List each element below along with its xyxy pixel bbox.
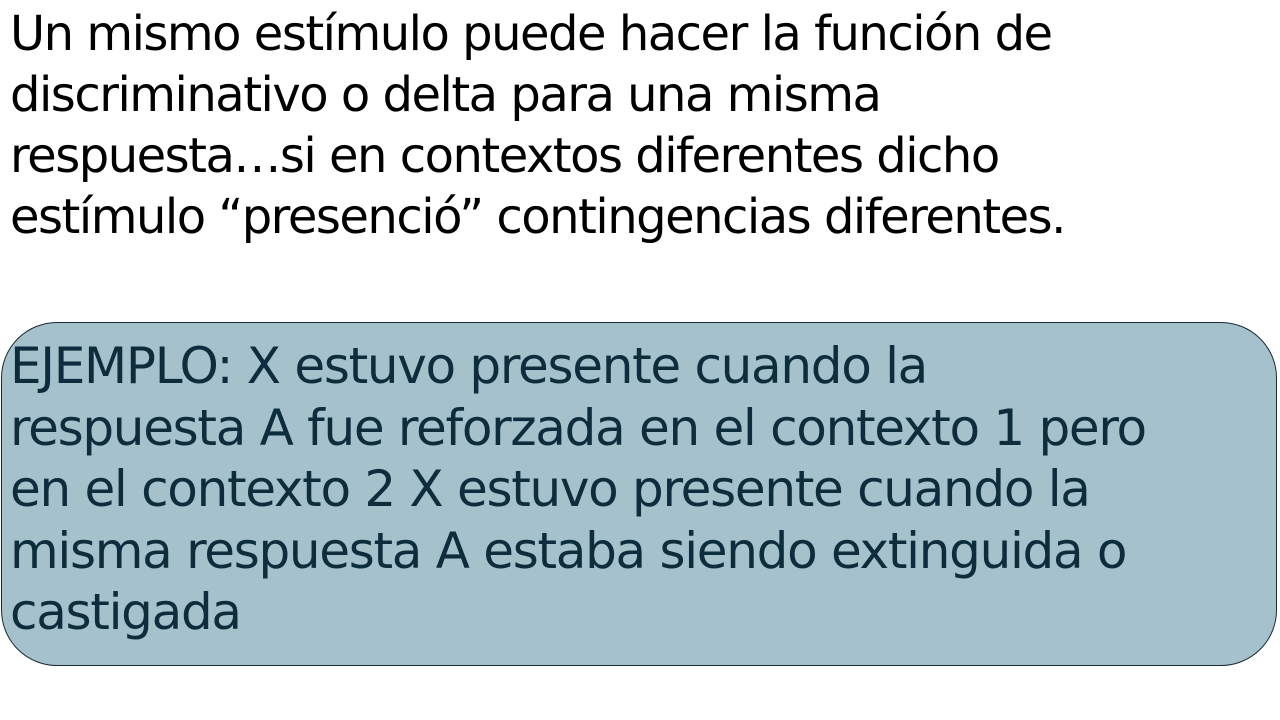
example-line: EJEMPLO: X estuvo presente cuando la	[10, 337, 928, 395]
intro-line: respuesta…si en contextos diferentes dicho	[10, 128, 999, 184]
example-line: castigada	[10, 583, 241, 641]
intro-line: estímulo “presenció” contingencias diferentes.	[10, 189, 1065, 245]
intro-line: discriminativo o delta para una misma	[10, 67, 881, 123]
example-line: misma respuesta A estaba siendo extinguida o	[10, 521, 1127, 580]
example-line: en el contexto 2 X estuvo presente cuando la	[10, 460, 1090, 518]
intro-line: Un mismo estímulo puede hacer la función de	[10, 6, 1052, 62]
example-text	[10, 336, 1275, 644]
intro-text	[10, 4, 1270, 248]
example-line: respuesta A fue reforzada en el contexto 1 pero	[10, 398, 1146, 457]
